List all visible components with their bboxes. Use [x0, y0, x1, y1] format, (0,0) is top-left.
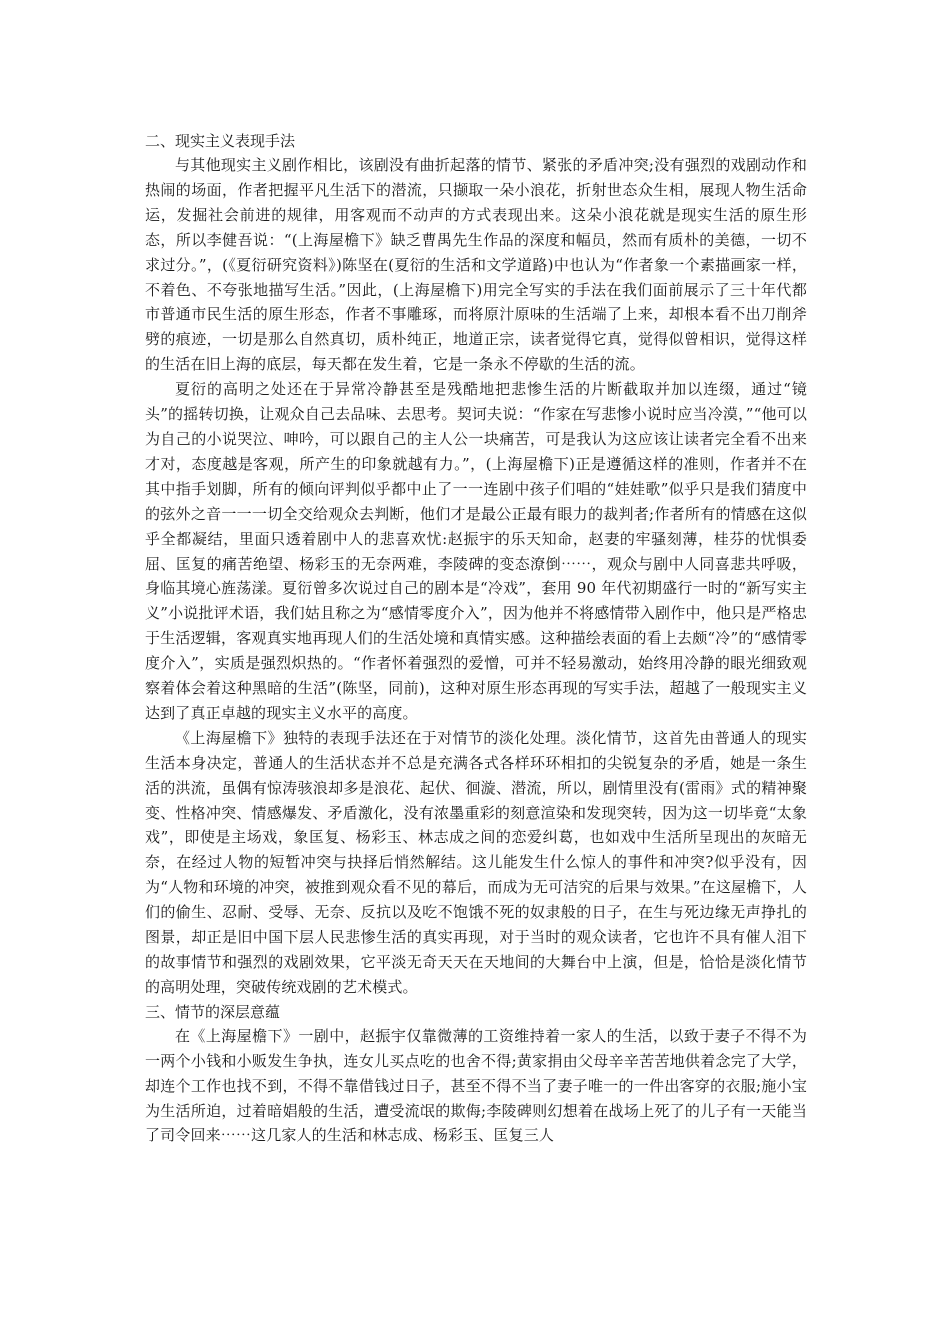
section-heading-plot-meaning: 三、情节的深层意蕴 — [145, 1002, 281, 1021]
paragraph-plot-meaning-1: 在《上海屋檐下》一剧中，赵振宇仅靠微薄的工资维持着一家人的生活，以致于妻子不得不为一两个小钱和小贩发生争执，连女儿买点吃的也舍不得;黄家捐由父母辛辛苦苦地供着念完了大学，却连个工作也找不到，不得不靠借钱过日子，甚至不得不当了妻子唯一的一件出客穿的衣服;施小宝为生活所迫，过着暗娼般的生活，遭受流氓的欺侮;李陵碑则幻想着在战场上死了的儿子有一天能当了司令回来⋯⋯这几家人的生活和林志成、杨彩玉、匡复三人 — [145, 1026, 807, 1145]
paragraph-realism-1: 与其他现实主义剧作相比，该剧没有曲折起落的情节、紧张的矛盾冲突;没有强烈的戏剧动作和热闹的场面，作者把握平凡生活下的潜流，只撷取一朵小浪花，折射世态众生相，展现人物生活命运，发掘社会前进的规律，用客观而不动声的方式表现出来。这朵小浪花就是现实生活的原生形态，所以李健吾说：“(上海屋檐下》缺乏曹禺先生作品的深度和幅员，然而有质朴的美德，一切不求过分。”，(《夏衍研究资料》)陈坚在(夏衍的生活和文学道路)中也认为“作者象一个素描画家一样，不着色、不夸张地描写生活。”因此，(上海屋檐下)用完全写实的手法在我们面前展示了三十年代都市普通市民生活的原生形态，作者不事雕琢，而将原汁原味的生活端了上来，却根本看不出刀削斧劈的痕迹，一切是那么自然真切，质朴纯正，地道正宗，读者觉得它真，觉得似曾相识，觉得这样的生活在旧上海的底层，每天都在发生着，它是一条永不停歇的生活的流。 — [145, 156, 807, 374]
paragraph-realism-3: 《上海屋檐下》独特的表现手法还在于对情节的淡化处理。淡化情节，这首先由普通人的现实生活本身决定，普通人的生活状态并不总是充满各式各样环环相扣的尖锐复杂的矛盾，她是一条生活的洪流，虽偶有惊涛骇浪却多是浪花、起伏、徊漩、潜流，所以，剧情里没有(雷雨》式的精神聚变、性格冲突、情感爆发、矛盾激化，没有浓墨重彩的刻意渲染和发现突转，因为这一切毕竟“太象戏”，即使是主场戏，象匡复、杨彩玉、林志成之间的恋爱纠葛，也如戏中生活所呈现出的灰暗无奈，在经过人物的短暂冲突与抉择后悄然解结。这儿能发生什么惊人的事件和冲突?似乎没有，因为“人物和环境的冲突，被推到观众看不见的幕后，而成为无可洁究的后果与效果。”在这屋檐下，人们的偷生、忍耐、受辱、无奈、反抗以及吃不饱饿不死的奴隶般的日子，在生与死边缘无声挣扎的图景，却正是旧中国下层人民悲惨生活的真实再现，对于当时的观众读者，它也许不具有催人泪下的故事情节和强烈的戏剧效果，它平淡无奇天天在天地间的大舞台中上演，但是，恰恰是淡化情节的高明处理，突破传统戏剧的艺术模式。 — [145, 728, 807, 996]
document-page — [145, 129, 807, 1148]
paragraph-realism-2: 夏衍的高明之处还在于异常冷静甚至是残酷地把悲惨生活的片断截取并加以连缀，通过“镜头”的摇转切换，让观众自己去品味、去思考。契诃夫说：“作家在写悲惨小说时应当冷漠，”“他可以为自己的小说哭泣、呻吟，可以跟自己的主人公一块痛苦，可是我认为这应该让读者完全看不出来才对，态度越是客观，所产生的印象就越有力。”，(上海屋檐下)正是遵循这样的准则，作者并不在其中指手划脚，所有的倾向评判似乎都中止了一一连剧中孩子们唱的“娃娃歌”似乎只是我们猜度中的弦外之音一一一切全交给观众去判断，他们才是最公正最有眼力的裁判者;作者所有的情感在这似乎全都凝结，里面只透着剧中人的悲喜欢忧:赵振宇的乐天知命，赵妻的牢骚刻薄，桂芬的忧惧委屈、匡复的痛苦绝望、杨彩玉的无奈两难，李陵碑的变态潦倒⋯⋯，观众与剧中人同喜悲共呼吸，身临其境心旌荡漾。夏衍曾多次说过自己的剧本是“冷戏”，套用 90 年代初期盛行一时的“新写实主义”小说批评术语，我们姑且称之为“感情零度介入”，因为他并不将感情带入剧作中，他只是严格忠于生活逻辑，客观真实地再现人们的生活处境和真情实感。这种描绘表面的看上去颇“冷”的“感情零度介入”，实质是强烈炽热的。“作者怀着强烈的爱憎，可并不轻易激动，始终用冷静的眼光细致观察着体会着这种黑暗的生活”(陈坚，同前)，这种对原生形态再现的写实手法，超越了一般现实主义达到了真正卓越的现实主义水平的高度。 — [145, 380, 807, 722]
section-heading-realism: 二、现实主义表现手法 — [145, 132, 296, 150]
